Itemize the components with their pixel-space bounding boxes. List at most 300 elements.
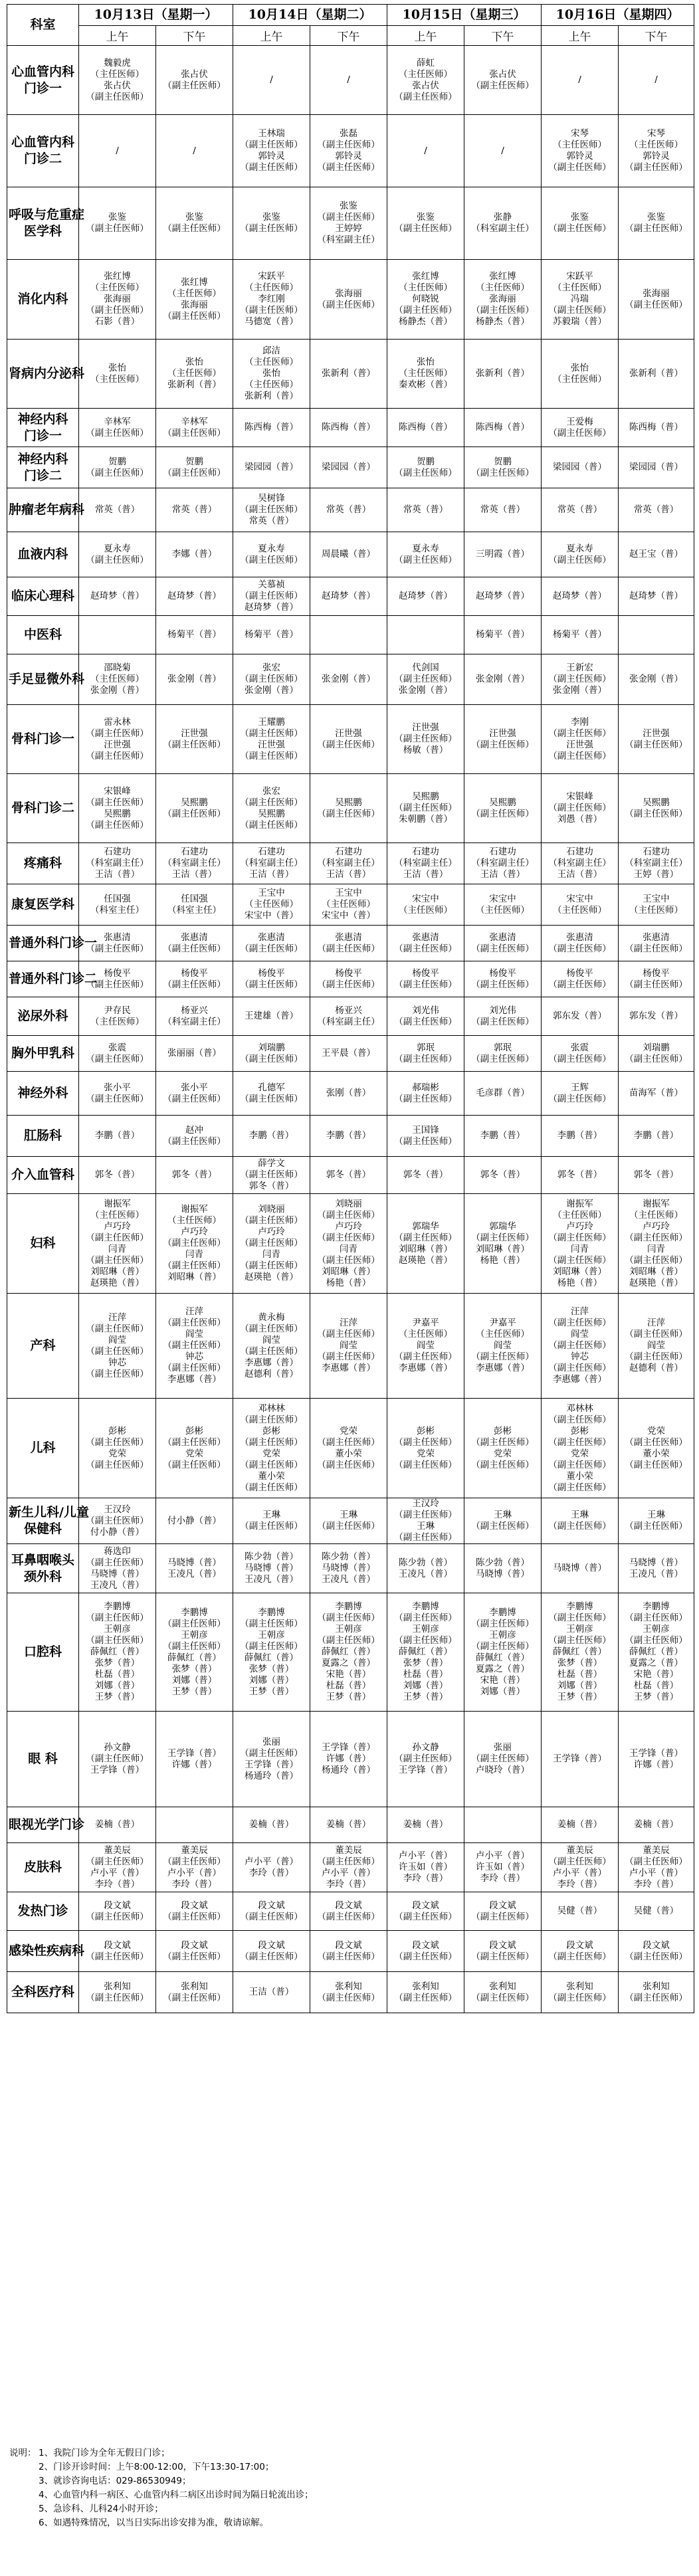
doctor-entry: （副主任医师） <box>163 1856 226 1867</box>
doctor-slot-cell <box>387 488 464 532</box>
doctor-slot-cell <box>387 1116 464 1157</box>
doctor-entry: （副主任医师） <box>548 1053 611 1064</box>
doctor-slot-cell <box>542 1294 619 1399</box>
doctor-slot-cell <box>233 187 310 260</box>
doctor-entry: （副主任医师） <box>240 750 303 761</box>
doctor-slot-cell <box>79 187 156 260</box>
doctor-slot-cell <box>310 260 387 340</box>
doctor-entry: 阎莹 <box>262 1334 281 1345</box>
dept-name: 门诊二 <box>23 468 62 483</box>
doctor-entry: 张鉴 <box>417 212 435 223</box>
doctor-entry: 张新利（普） <box>245 391 299 401</box>
doctor-entry: 吴熙鹏 <box>258 808 285 819</box>
doctor-entry: 王林瑞 <box>258 128 285 139</box>
doctor-entry: 宋宝中 <box>489 893 516 904</box>
doctor-entry: 杨菊平（普） <box>245 629 299 640</box>
doctor-slot-cell <box>156 1843 233 1892</box>
doctor-slot-cell <box>79 1194 156 1294</box>
doctor-entry: 赵琦梦（普） <box>90 591 144 601</box>
doctor-entry: （副主任医师） <box>317 1254 380 1266</box>
doctor-entry: 王爱梅 <box>566 416 593 427</box>
doctor-entry: 代剑国 <box>412 662 439 673</box>
doctor-slot-cell <box>542 577 619 616</box>
doctor-entry: 张占伏 <box>104 80 131 91</box>
doctor-entry: 许娜（普） <box>633 1759 679 1770</box>
doctor-slot-cell <box>79 1544 156 1593</box>
doctor-entry: 段文斌 <box>335 1900 362 1911</box>
doctor-slot-cell <box>387 1892 464 1931</box>
dept-name: 消化内科 <box>17 292 68 306</box>
dept-name: 介入血管科 <box>11 1167 74 1182</box>
doctor-slot-cell <box>79 1116 156 1157</box>
doctor-entry: 彭彬 <box>571 1425 589 1437</box>
doctor-entry: 付小静（普） <box>90 1526 144 1537</box>
doctor-entry: 王凌凡（普） <box>167 1568 221 1579</box>
doctor-slot-cell <box>233 1892 310 1931</box>
doctor-entry: （副主任医师） <box>394 674 457 684</box>
doctor-entry: （副主任医师） <box>240 1437 303 1448</box>
doctor-slot-cell <box>464 1931 542 1972</box>
doctor-entry: （科室副主任） <box>163 858 226 868</box>
doctor-slot-cell <box>542 926 619 961</box>
doctor-slot-cell <box>542 961 619 997</box>
doctor-slot-cell <box>464 1892 542 1931</box>
doctor-slot-cell <box>310 577 387 616</box>
doctor-entry: 吴健（普） <box>557 1906 603 1916</box>
doctor-entry: （副主任医师） <box>394 91 457 102</box>
doctor-entry: 杨菊平（普） <box>553 629 607 640</box>
doctor-entry: 段文斌 <box>104 1939 131 1951</box>
doctor-entry: （副主任医师） <box>548 554 611 565</box>
doctor-entry: （副主任医师） <box>394 1613 457 1623</box>
doctor-entry: （科室主任） <box>90 904 144 916</box>
doctor-entry: （副主任医师） <box>625 1254 688 1266</box>
doctor-entry: 薛学文 <box>258 1158 285 1169</box>
doctor-entry: （副主任医师） <box>163 1992 226 2003</box>
doctor-entry: 陈少勃（普） <box>322 1551 376 1562</box>
doctor-entry: 刘愚（普） <box>557 814 603 825</box>
doctor-slot-cell <box>542 260 619 340</box>
doctor-slot-cell <box>156 884 233 926</box>
doctor-entry: （副主任医师） <box>240 591 303 601</box>
doctor-entry: 张小平 <box>104 1082 131 1093</box>
doctor-entry: （副主任医师） <box>548 1482 611 1493</box>
doctor-entry: 石建功 <box>643 846 670 857</box>
doctor-entry: 薛佩红（普） <box>90 1646 144 1657</box>
doctor-entry: （副主任医师） <box>163 1363 226 1373</box>
notes-section <box>9 2446 694 2530</box>
doctor-slot-cell <box>310 1892 387 1931</box>
doctor-slot-cell <box>542 1712 619 1807</box>
doctor-entry: 闫青 <box>108 1243 126 1254</box>
doctor-entry: 薛佩红（普） <box>245 1652 299 1663</box>
schedule-row <box>7 488 694 532</box>
doctor-slot-cell <box>156 1593 233 1712</box>
doctor-entry: 段文斌 <box>181 1900 208 1911</box>
doctor-entry: （副主任医师） <box>163 1618 226 1629</box>
doctor-entry: 常英（普） <box>94 504 140 515</box>
header-session-row <box>7 26 694 46</box>
doctor-entry: 张利知 <box>489 1981 516 1992</box>
schedule-row <box>7 616 694 654</box>
doctor-entry: （副主任医师） <box>625 1613 688 1623</box>
doctor-entry: 党荣 <box>417 1448 435 1459</box>
doctor-slot-cell <box>233 340 310 409</box>
doctor-entry: 李鹏博 <box>181 1607 208 1618</box>
doctor-slot-cell <box>387 961 464 997</box>
doctor-entry: 冯瑞 <box>571 294 589 304</box>
dept-name: 肾病内分泌科 <box>9 366 85 381</box>
dept-name: 肿瘤老年病科 <box>9 502 85 517</box>
doctor-entry: 卢晓玲（普） <box>476 1765 530 1775</box>
doctor-slot-cell <box>79 884 156 926</box>
doctor-slot-cell <box>387 884 464 926</box>
doctor-entry: （副主任医师） <box>240 554 303 565</box>
dept-column-header: 科室 <box>7 5 79 46</box>
doctor-entry: 陈少勃（普） <box>245 1551 299 1562</box>
doctor-slot-cell <box>156 46 233 115</box>
doctor-slot-cell <box>233 884 310 926</box>
doctor-entry: 张利知 <box>566 1981 593 1992</box>
doctor-entry: （副主任医师） <box>394 1351 457 1362</box>
doctor-entry: 张怡 <box>185 357 203 367</box>
doctor-entry: 张海丽 <box>335 288 362 299</box>
doctor-slot-cell <box>387 1399 464 1498</box>
doctor-slot-cell <box>79 340 156 409</box>
doctor-entry: 段文斌 <box>566 1939 593 1951</box>
dept-name: 门诊二 <box>23 151 62 166</box>
doctor-entry: 王婷婷 <box>335 223 362 234</box>
doctor-slot-cell <box>619 532 694 577</box>
doctor-entry: 王凌凡（普） <box>90 1579 144 1591</box>
doctor-entry: （主任医师） <box>90 373 144 385</box>
doctor-slot-cell <box>464 1498 542 1544</box>
doctor-entry: 郭珉 <box>417 1042 435 1053</box>
doctor-slot-cell <box>310 1399 387 1498</box>
dept-name: 肛肠科 <box>23 1128 62 1143</box>
doctor-entry: （副主任医师） <box>163 427 226 439</box>
doctor-slot-cell <box>619 1294 694 1399</box>
schedule-row <box>7 884 694 926</box>
doctor-entry: 张利知 <box>181 1981 208 1992</box>
doctor-entry: 三明霞（普） <box>476 549 530 559</box>
doctor-entry: （副主任医师） <box>471 1016 534 1027</box>
doctor-entry: 阎莹 <box>340 1340 358 1351</box>
doctor-entry: 张利知 <box>643 1981 670 1992</box>
doctor-entry: 王琳 <box>647 1510 666 1520</box>
doctor-entry: 王宝中 <box>335 888 362 898</box>
doctor-entry: （副主任医师） <box>86 1635 149 1646</box>
schedule-row <box>7 260 694 340</box>
doctor-entry: （副主任医师） <box>394 1093 457 1104</box>
doctor-entry: （副主任医师） <box>394 1510 457 1520</box>
doctor-entry: （副主任医师） <box>394 1053 457 1064</box>
doctor-slot-cell <box>156 997 233 1036</box>
doctor-slot-cell <box>310 705 387 774</box>
doctor-entry: （副主任医师） <box>548 1635 611 1646</box>
doctor-entry: 常英（普） <box>249 516 294 526</box>
doctor-entry: （主任医师） <box>90 68 144 80</box>
doctor-entry: （副主任医师） <box>86 1345 149 1357</box>
doctor-slot-cell <box>310 1931 387 1972</box>
doctor-slot-cell <box>79 1399 156 1498</box>
doctor-entry: 董小荣 <box>566 1470 593 1482</box>
note-item: 3、就诊咨询电话：029-86530949； <box>39 2476 191 2486</box>
doctor-entry: （副主任医师） <box>471 808 534 819</box>
doctor-entry: 杨艳（普） <box>326 1277 371 1288</box>
doctor-entry: 张宏 <box>262 662 281 673</box>
doctor-entry: （副主任医师） <box>86 305 149 316</box>
doctor-entry: 张海丽 <box>181 299 208 310</box>
doctor-entry: 王学锋（普） <box>629 1747 684 1759</box>
doctor-entry: 陈西梅（普） <box>476 422 530 433</box>
doctor-entry: 杨俊平 <box>335 967 362 979</box>
dept-name-cell <box>7 1116 79 1157</box>
doctor-entry: 张惠清 <box>258 932 285 943</box>
doctor-entry: 马晓博（普） <box>322 1563 376 1573</box>
doctor-entry: 王学锋（普） <box>553 1753 607 1764</box>
doctor-entry: 董美辰 <box>335 1844 362 1856</box>
doctor-entry: （副主任医师） <box>86 1557 149 1568</box>
schedule-body <box>7 46 694 2013</box>
doctor-entry: （副主任医师） <box>86 750 149 761</box>
doctor-entry: （副主任医师） <box>240 1521 303 1532</box>
doctor-entry: 梁园园（普） <box>629 462 684 472</box>
dept-name-cell <box>7 1072 79 1116</box>
doctor-entry: （主任医师） <box>399 904 453 916</box>
doctor-entry: 杨俊平 <box>181 967 208 979</box>
doctor-slot-cell <box>79 961 156 997</box>
doctor-entry: 许玉如（普） <box>476 1862 530 1872</box>
doctor-entry: （副主任医师） <box>548 943 611 954</box>
doctor-slot-cell <box>619 884 694 926</box>
doctor-entry: （副主任医师） <box>86 797 149 808</box>
doctor-entry: 杨菊平（普） <box>167 629 221 640</box>
doctor-slot-cell <box>619 409 694 447</box>
doctor-entry: （副主任医师） <box>471 467 534 478</box>
doctor-entry: 张金刚（普） <box>167 674 221 684</box>
doctor-entry: 董美辰 <box>643 1844 670 1856</box>
doctor-entry: 阎莹 <box>417 1340 435 1351</box>
doctor-slot-cell <box>156 1194 233 1294</box>
doctor-entry: （副主任医师） <box>86 1053 149 1064</box>
doctor-entry: 卢巧玲 <box>643 1221 670 1232</box>
doctor-slot-cell <box>233 1157 310 1194</box>
doctor-entry: （副主任医师） <box>163 1093 226 1104</box>
schedule-row <box>7 843 694 884</box>
doctor-entry: 张怡 <box>417 357 435 367</box>
doctor-entry: 阎莹 <box>647 1340 666 1351</box>
doctor-entry: 董小荣 <box>335 1448 362 1459</box>
doctor-entry: （副主任医师） <box>240 1747 303 1759</box>
doctor-entry: 王平晨（普） <box>322 1048 376 1058</box>
doctor-slot-cell <box>464 1072 542 1116</box>
doctor-slot-cell <box>464 1593 542 1712</box>
doctor-slot-cell <box>79 1036 156 1072</box>
doctor-entry: （副主任医师） <box>240 140 303 150</box>
doctor-entry: （副主任医师） <box>471 1951 534 1962</box>
doctor-slot-cell <box>233 1544 310 1593</box>
doctor-entry: 赵琦梦（普） <box>322 591 376 601</box>
session-pm: 下午 <box>310 26 387 46</box>
doctor-entry: 汪世强 <box>104 739 131 750</box>
doctor-slot-cell <box>79 1843 156 1892</box>
doctor-entry: 刘娜（普） <box>94 1680 140 1691</box>
doctor-entry: / <box>424 145 427 156</box>
doctor-slot-cell <box>542 705 619 774</box>
doctor-entry: （副主任医师） <box>625 979 688 990</box>
doctor-entry: （副主任医师） <box>163 1911 226 1922</box>
doctor-slot-cell <box>619 843 694 884</box>
doctor-entry: （副主任医师） <box>240 674 303 684</box>
doctor-entry: 李鹏博 <box>104 1601 131 1612</box>
doctor-entry: 李鹏（普） <box>94 1130 140 1141</box>
doctor-entry: （主任医师） <box>90 1209 144 1221</box>
doctor-slot-cell <box>233 46 310 115</box>
doctor-entry: （副主任医师） <box>317 212 380 223</box>
doctor-entry: 张怡 <box>108 362 126 373</box>
doctor-entry: 张梦（普） <box>171 1663 217 1674</box>
doctor-entry: （科室副主任） <box>394 858 457 868</box>
doctor-entry: （副主任医师） <box>86 1992 149 2003</box>
doctor-slot-cell <box>387 926 464 961</box>
doctor-entry: 李刚 <box>571 716 589 728</box>
doctor-entry: 段文斌 <box>489 1900 516 1911</box>
doctor-entry: （副主任医师） <box>240 1215 303 1226</box>
doctor-entry: 王洁（普） <box>480 869 526 880</box>
doctor-slot-cell <box>79 409 156 447</box>
doctor-slot-cell <box>79 1892 156 1931</box>
session-am: 上午 <box>387 26 464 46</box>
doctor-entry: 张海丽 <box>489 294 516 304</box>
doctor-entry: （副主任医师） <box>394 305 457 316</box>
doctor-entry: 辛林军 <box>104 416 131 427</box>
doctor-slot-cell <box>387 577 464 616</box>
doctor-slot-cell <box>310 843 387 884</box>
doctor-slot-cell <box>619 1036 694 1072</box>
doctor-slot-cell <box>619 997 694 1036</box>
doctor-slot-cell <box>387 46 464 115</box>
doctor-slot-cell <box>542 187 619 260</box>
doctor-entry: 杨俊平 <box>104 967 131 979</box>
doctor-entry: 贺鹏 <box>417 456 435 467</box>
doctor-entry: 杨亚兴 <box>181 1005 208 1016</box>
doctor-entry: （副主任医师） <box>548 223 611 234</box>
doctor-entry: （副主任医师） <box>394 223 457 234</box>
doctor-entry: （副主任医师） <box>471 1053 534 1064</box>
doctor-entry: （副主任医师） <box>317 1351 380 1362</box>
doctor-entry: 梁园园（普） <box>322 462 376 472</box>
doctor-entry: 杨静杰（普） <box>399 316 453 327</box>
doctor-entry: 李鹏（普） <box>557 1130 603 1141</box>
doctor-slot-cell <box>233 997 310 1036</box>
doctor-entry: 夏永寿 <box>104 543 131 554</box>
doctor-entry: （副主任医师） <box>163 739 226 750</box>
doctor-entry: 陈少勃（普） <box>399 1557 453 1568</box>
doctor-entry: 钟芯 <box>185 1351 203 1362</box>
doctor-entry: 李鹏博 <box>412 1601 439 1612</box>
doctor-entry: （副主任医师） <box>471 979 534 990</box>
doctor-entry: 王梦（普） <box>557 1692 603 1702</box>
doctor-entry: 宋银峰 <box>104 785 131 797</box>
doctor-entry: 卢小平（普） <box>629 1867 684 1878</box>
doctor-slot-cell <box>233 1498 310 1544</box>
doctor-slot-cell <box>387 1036 464 1072</box>
doctor-entry: 薛佩红（普） <box>167 1652 221 1663</box>
doctor-entry: / <box>578 74 581 85</box>
doctor-entry: 李玲（普） <box>403 1873 449 1884</box>
doctor-entry: （副主任医师） <box>394 1753 457 1764</box>
doctor-entry: （副主任医师） <box>163 1238 226 1248</box>
doctor-entry: 王朝彦 <box>643 1624 670 1635</box>
doctor-entry: 郭东发（普） <box>629 1011 684 1021</box>
dept-name: 全科医疗科 <box>11 1985 74 1999</box>
doctor-entry: 张鉴 <box>340 201 358 211</box>
doctor-entry: （副主任医师） <box>394 1951 457 1962</box>
doctor-entry: 汪萍 <box>108 1312 126 1323</box>
doctor-slot-cell <box>464 884 542 926</box>
doctor-entry: 阎莹 <box>571 1329 589 1339</box>
dept-name: 中医科 <box>23 627 62 642</box>
dept-name-cell <box>7 187 85 260</box>
doctor-slot-cell <box>233 774 310 843</box>
doctor-entry: 李玲（普） <box>557 1878 603 1890</box>
doctor-entry: （副主任医师） <box>548 427 611 439</box>
doctor-slot-cell <box>233 654 310 705</box>
doctor-entry: （副主任医师） <box>240 162 303 173</box>
doctor-entry: 卢巧玲 <box>104 1221 131 1232</box>
doctor-entry: / <box>193 145 196 156</box>
doctor-entry: （科室副主任） <box>548 858 611 868</box>
schedule-row <box>7 1544 694 1593</box>
schedule-row <box>7 340 694 409</box>
doctor-entry: 雷永林 <box>104 716 131 728</box>
doctor-entry: （主任医师） <box>553 373 607 385</box>
doctor-slot-cell <box>156 115 233 187</box>
doctor-slot-cell <box>156 843 233 884</box>
doctor-slot-cell <box>619 1843 694 1892</box>
session-pm: 下午 <box>464 26 542 46</box>
schedule-row <box>7 409 694 447</box>
doctor-slot-cell <box>542 654 619 705</box>
note-item: 4、心血管内科一病区、心血管内科二病区出诊时间为隔日轮流出诊； <box>39 2490 314 2500</box>
doctor-entry: 王新宏 <box>566 662 593 673</box>
doctor-entry: 郭珉 <box>494 1042 512 1053</box>
doctor-entry: （副主任医师） <box>86 1232 149 1243</box>
doctor-entry: 董美辰 <box>104 1844 131 1856</box>
note-line <box>9 2446 694 2460</box>
day-header-oct15: 10月15日（星期三） <box>387 5 542 26</box>
doctor-slot-cell <box>464 1157 542 1194</box>
dept-name: 神经内科 <box>17 411 68 427</box>
dept-name-cell <box>7 1712 79 1807</box>
schedule-row <box>7 1072 694 1116</box>
doctor-entry: 赵琦梦（普） <box>245 602 299 613</box>
doctor-entry: 梁园园（普） <box>245 462 299 472</box>
doctor-slot-cell <box>619 774 694 843</box>
doctor-entry: （主任医师） <box>90 1016 144 1027</box>
dept-name-cell <box>7 926 98 961</box>
doctor-entry: （副主任医师） <box>317 299 380 310</box>
doctor-slot-cell <box>233 532 310 577</box>
doctor-slot-cell <box>79 447 156 488</box>
doctor-slot-cell <box>464 926 542 961</box>
dept-name: 新生儿科/儿童 <box>9 1505 89 1520</box>
doctor-entry: （副主任医师） <box>548 1232 611 1243</box>
doctor-entry: 彭彬 <box>108 1425 126 1437</box>
doctor-entry: 党荣 <box>494 1448 512 1459</box>
doctor-entry: 李鹏（普） <box>249 1130 294 1141</box>
